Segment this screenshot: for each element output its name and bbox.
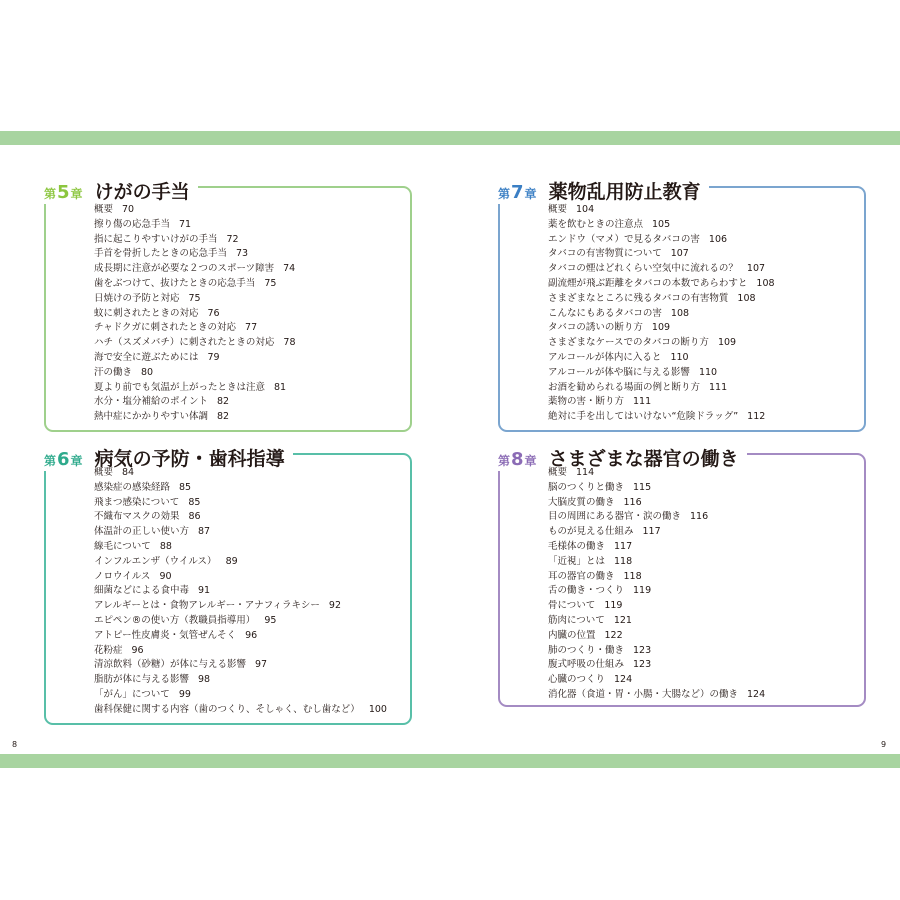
chapter-5-header [36, 177, 198, 204]
list-item[interactable]: 手首を骨折したときの応急手当 73 [94, 248, 249, 260]
list-item[interactable]: アルコールが体や脳に与える影響 110 [548, 366, 718, 378]
list-item[interactable]: 夏より前でも気温が上がったときは注意 81 [94, 381, 287, 393]
list-item[interactable]: 擦り傷の応急手当 71 [94, 218, 192, 230]
list-item[interactable]: 概要 70 [94, 204, 135, 215]
list-item[interactable]: 薬物の害・断り方 111 [548, 396, 652, 408]
chapter-7-number: 第7章 [498, 182, 537, 203]
list-item[interactable]: 細菌などによる食中毒 91 [94, 585, 211, 597]
list-item[interactable]: エンドウ（マメ）で見るタバコの害 106 [548, 233, 728, 245]
page-number-right: 9 [881, 740, 887, 749]
list-item[interactable]: 概要 84 [94, 467, 135, 478]
chapter-5 [44, 181, 412, 432]
list-item[interactable]: 成長期に注意が必要な２つのスポーツ障害 74 [94, 263, 296, 275]
list-item[interactable]: こんなにもあるタバコの害 108 [548, 307, 690, 319]
list-item[interactable]: 「近視」とは 118 [548, 555, 633, 567]
list-item[interactable]: 消化器（食道・胃・小腸・大腸など）の働き 124 [548, 688, 766, 700]
list-item[interactable]: 毛様体の働き 117 [548, 540, 633, 552]
list-item[interactable]: 体温計の正しい使い方 87 [94, 526, 211, 538]
chapter-8-number: 第8章 [498, 449, 537, 470]
list-item[interactable]: タバコの有害物質について 107 [548, 248, 689, 260]
list-item[interactable]: 概要 114 [548, 467, 595, 478]
list-item[interactable]: 舌の働き・つくり 119 [548, 585, 652, 597]
list-item[interactable]: さまざまなケースでのタバコの断り方 109 [548, 337, 737, 349]
list-item[interactable]: アレルギーとは・食物アレルギー・アナフィラキシー 92 [94, 600, 342, 612]
list-item[interactable]: 海で安全に遊ぶためには 79 [94, 351, 220, 363]
list-item[interactable]: タバコの煙はどれくらい空気中に流れるの？ 107 [548, 263, 766, 275]
list-item[interactable]: 水分・塩分補給のポイント 82 [94, 396, 230, 408]
chapter-8-title: さまざまな器官の働き [548, 448, 739, 470]
chapter-8-list [548, 466, 765, 703]
list-item[interactable]: 副流煙が飛ぶ距離をタバコの本数であらわすと 108 [548, 277, 775, 289]
list-item[interactable]: 指に起こりやすいけがの手当 72 [94, 233, 239, 245]
list-item[interactable]: 「がん」について 99 [94, 688, 191, 700]
list-item[interactable]: 感染症の感染経路 85 [94, 481, 192, 493]
list-item[interactable]: 筋肉について 121 [548, 614, 632, 626]
page-number-left: 8 [12, 740, 18, 749]
list-item[interactable]: 腹式呼吸の仕組み 123 [548, 659, 652, 671]
list-item[interactable]: 心臓のつくり 124 [548, 674, 633, 686]
list-item[interactable]: 脳のつくりと働き 115 [548, 481, 652, 493]
list-item[interactable]: さまざまなところに残るタバコの有害物質 108 [548, 292, 756, 304]
list-item[interactable]: タバコの誘いの断り方 109 [548, 322, 671, 334]
list-item[interactable]: 熱中症にかかりやすい体調 82 [94, 411, 230, 423]
bottom-decorative-band [0, 754, 900, 768]
top-decorative-band [0, 131, 900, 145]
list-item[interactable]: 目の周囲にある器官・涙の働き 116 [548, 511, 709, 523]
list-item[interactable]: ハチ（スズメバチ）に刺されたときの対応 78 [94, 337, 296, 349]
chapter-7-title: 薬物乱用防止教育 [548, 181, 701, 203]
chapter-5-number: 第5章 [44, 182, 83, 203]
list-item[interactable]: 線毛について 88 [94, 540, 172, 552]
list-item[interactable]: 日焼けの予防と対応 75 [94, 292, 201, 304]
chapter-7-header [490, 177, 709, 204]
list-item[interactable]: 概要 104 [548, 204, 595, 215]
chapter-8 [498, 448, 866, 707]
list-item[interactable]: 蚊に刺されたときの対応 76 [94, 307, 220, 319]
list-item[interactable]: 薬を飲むときの注意点 105 [548, 218, 671, 230]
list-item[interactable]: エピペン®の使い方（教職員指導用） 95 [94, 614, 277, 626]
chapter-6-title: 病気の予防・歯科指導 [94, 448, 285, 470]
list-item[interactable]: 不織布マスクの効果 86 [94, 511, 201, 523]
list-item[interactable]: アルコールが体内に入ると 110 [548, 351, 689, 363]
chapter-7 [498, 181, 866, 432]
chapter-5-title: けがの手当 [94, 181, 190, 203]
list-item[interactable]: ノロウイルス 90 [94, 570, 172, 582]
chapter-6 [44, 448, 412, 725]
chapter-7-list [548, 203, 775, 425]
list-item[interactable]: 絶対に手を出してはいけない“危険ドラッグ” 112 [548, 411, 766, 423]
list-item[interactable]: 飛まつ感染について 85 [94, 496, 201, 508]
list-item[interactable]: 花粉症 96 [94, 644, 144, 656]
list-item[interactable]: 脂肪が体に与える影響 98 [94, 674, 211, 686]
list-item[interactable]: 大脳皮質の働き 116 [548, 496, 642, 508]
list-item[interactable]: 耳の器官の働き 118 [548, 570, 642, 582]
list-item[interactable]: お酒を勧められる場面の例と断り方 111 [548, 381, 728, 393]
list-item[interactable]: ものが見える仕組み 117 [548, 526, 661, 538]
list-item[interactable]: 内臓の位置 122 [548, 629, 623, 641]
list-item[interactable]: 歯をぶつけて、抜けたときの応急手当 75 [94, 277, 277, 289]
chapter-6-number: 第6章 [44, 449, 83, 470]
chapter-5-list [94, 203, 296, 425]
list-item[interactable]: 汗の働き 80 [94, 366, 154, 378]
list-item[interactable]: 歯科保健に関する内容（歯のつくり、そしゃく、むし歯など） 100 [94, 703, 387, 715]
list-item[interactable]: 肺のつくり・働き 123 [548, 644, 652, 656]
list-item[interactable]: インフルエンザ（ウイルス） 89 [94, 555, 238, 567]
list-item[interactable]: 清涼飲料（砂糖）が体に与える影響 97 [94, 659, 268, 671]
chapter-6-list [94, 466, 387, 718]
list-item[interactable]: チャドクガに刺されたときの対応 77 [94, 322, 258, 334]
list-item[interactable]: アトピー性皮膚炎・気管ぜんそく 96 [94, 629, 258, 641]
list-item[interactable]: 骨について 119 [548, 600, 623, 612]
